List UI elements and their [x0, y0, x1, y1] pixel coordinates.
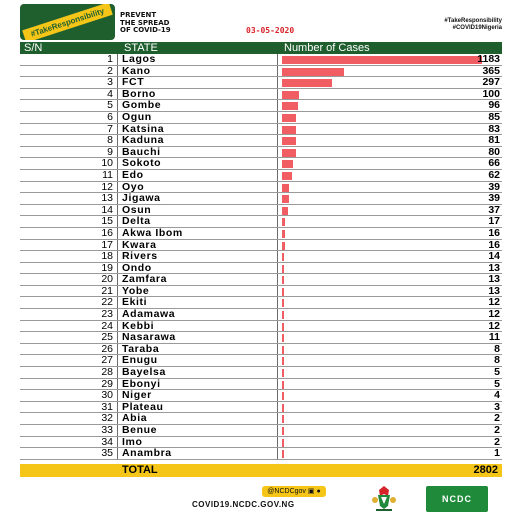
row-serial: 29: [20, 379, 118, 390]
row-serial: 24: [20, 321, 118, 332]
row-cases: [278, 193, 502, 204]
case-value-label: 66: [488, 157, 500, 170]
case-bar: [282, 311, 284, 319]
row-state: Anambra: [118, 448, 278, 459]
case-bar: [282, 218, 285, 226]
table-row: [20, 66, 502, 78]
row-state: Nasarawa: [118, 332, 278, 343]
row-serial: 2: [20, 66, 118, 77]
row-serial: 27: [20, 355, 118, 366]
row-serial: 11: [20, 170, 118, 181]
table-row: [20, 170, 502, 182]
case-value-label: 297: [482, 76, 500, 89]
row-cases: [278, 112, 502, 123]
row-state: FCT: [118, 77, 278, 88]
slogan: PREVENT THE SPREAD OF COVID-19: [120, 11, 171, 34]
case-value-label: 365: [482, 64, 500, 77]
row-serial: 34: [20, 437, 118, 448]
table-row: [20, 77, 502, 89]
table-row: [20, 425, 502, 437]
table-row: [20, 332, 502, 344]
table-row: [20, 263, 502, 275]
case-value-label: 2: [494, 435, 500, 448]
row-cases: [278, 286, 502, 297]
case-value-label: 80: [488, 145, 500, 158]
ncdc-logo: NCDC: [426, 486, 488, 512]
row-cases: [278, 413, 502, 424]
hashtag-1: #TakeResponsibility: [444, 18, 502, 24]
header: [20, 4, 502, 40]
report-date: 03-05-2020: [246, 26, 295, 35]
case-value-label: 16: [488, 226, 500, 239]
table-row: [20, 367, 502, 379]
row-serial: 15: [20, 216, 118, 227]
hashtag-2: #COVID19Nigeria: [452, 25, 502, 31]
case-value-label: 3: [494, 400, 500, 413]
case-bar: [282, 230, 285, 238]
total-row: [20, 464, 502, 477]
row-cases: [278, 332, 502, 343]
cases-table-body: [20, 54, 502, 460]
row-state: Jigawa: [118, 193, 278, 204]
table-row: [20, 100, 502, 112]
case-value-label: 13: [488, 273, 500, 286]
case-value-label: 81: [488, 134, 500, 147]
row-serial: 22: [20, 297, 118, 308]
case-bar: [282, 126, 296, 134]
twitter-icon: ●: [316, 488, 321, 495]
table-row: [20, 402, 502, 414]
facebook-icon: ▣: [307, 488, 315, 495]
row-serial: 5: [20, 100, 118, 111]
table-row: [20, 297, 502, 309]
case-value-label: 5: [494, 377, 500, 390]
table-row: [20, 274, 502, 286]
case-value-label: 100: [482, 87, 500, 100]
row-cases: [278, 437, 502, 448]
column-header-cases: Number of Cases: [284, 42, 370, 54]
case-value-label: 8: [494, 342, 500, 355]
row-cases: [278, 448, 502, 459]
row-state: Katsina: [118, 124, 278, 135]
row-serial: 20: [20, 274, 118, 285]
row-state: Gombe: [118, 100, 278, 111]
case-bar: [282, 299, 284, 307]
row-serial: 23: [20, 309, 118, 320]
table-row: [20, 182, 502, 194]
case-value-label: 14: [488, 250, 500, 263]
row-state: Kebbi: [118, 321, 278, 332]
total-value: 2802: [473, 464, 498, 476]
case-bar: [282, 357, 284, 365]
row-cases: [278, 402, 502, 413]
row-cases: [278, 216, 502, 227]
row-cases: [278, 309, 502, 320]
row-cases: [278, 240, 502, 251]
case-bar: [282, 102, 298, 110]
row-state: Ondo: [118, 263, 278, 274]
table-row: [20, 124, 502, 136]
case-value-label: 12: [488, 308, 500, 321]
table-row: [20, 321, 502, 333]
case-value-label: 2: [494, 424, 500, 436]
table-row: [20, 390, 502, 402]
row-state: Ekiti: [118, 297, 278, 308]
take-responsibility-logo: [20, 4, 115, 40]
row-serial: 1: [20, 54, 118, 65]
case-bar: [282, 56, 482, 64]
row-cases: [278, 263, 502, 274]
row-cases: [278, 251, 502, 262]
logo-text: #TakeResponsibility: [22, 4, 113, 40]
case-bar: [282, 323, 284, 331]
case-value-label: 1183: [477, 53, 500, 65]
case-bar: [282, 346, 284, 354]
row-cases: [278, 124, 502, 135]
table-row: [20, 240, 502, 252]
row-cases: [278, 367, 502, 378]
row-serial: 25: [20, 332, 118, 343]
row-state: Taraba: [118, 344, 278, 355]
hashtags: [444, 18, 502, 32]
case-value-label: 8: [494, 354, 500, 367]
case-bar: [282, 184, 289, 192]
row-state: Sokoto: [118, 158, 278, 169]
case-value-label: 62: [488, 168, 500, 181]
row-cases: [278, 147, 502, 158]
row-serial: 19: [20, 263, 118, 274]
table-header: [20, 42, 502, 54]
row-cases: [278, 170, 502, 181]
case-bar: [282, 450, 284, 458]
case-value-label: 16: [488, 238, 500, 251]
row-state: Akwa Ibom: [118, 228, 278, 239]
nigeria-coat-of-arms-icon: [370, 484, 398, 512]
table-row: [20, 448, 502, 460]
row-cases: [278, 228, 502, 239]
table-row: [20, 89, 502, 101]
row-state: Kano: [118, 66, 278, 77]
case-bar: [282, 369, 284, 377]
case-value-label: 85: [488, 110, 500, 123]
table-row: [20, 413, 502, 425]
row-state: Enugu: [118, 355, 278, 366]
column-header-sn: S/N: [24, 42, 43, 54]
row-state: Borno: [118, 89, 278, 100]
row-cases: [278, 66, 502, 77]
row-cases: [278, 158, 502, 169]
row-state: Rivers: [118, 251, 278, 262]
case-bar: [282, 253, 284, 261]
row-state: Edo: [118, 170, 278, 181]
row-serial: 26: [20, 344, 118, 355]
row-serial: 31: [20, 402, 118, 413]
row-state: Zamfara: [118, 274, 278, 285]
table-row: [20, 205, 502, 217]
row-state: Ebonyi: [118, 379, 278, 390]
case-bar: [282, 149, 296, 157]
case-value-label: 12: [488, 296, 500, 309]
case-value-label: 4: [494, 389, 500, 402]
row-cases: [278, 425, 502, 436]
case-bar: [282, 415, 284, 423]
case-value-label: 2: [494, 412, 500, 425]
row-serial: 32: [20, 413, 118, 424]
row-cases: [278, 274, 502, 285]
website-link[interactable]: COVID19.NCDC.GOV.NG: [192, 500, 295, 509]
case-value-label: 1: [494, 447, 500, 460]
row-serial: 4: [20, 89, 118, 100]
case-bar: [282, 207, 288, 215]
row-state: Adamawa: [118, 309, 278, 320]
row-cases: [278, 77, 502, 88]
table-row: [20, 147, 502, 159]
table-row: [20, 54, 502, 66]
row-cases: [278, 182, 502, 193]
row-state: Oyo: [118, 182, 278, 193]
row-cases: [278, 100, 502, 111]
row-cases: [278, 379, 502, 390]
row-serial: 30: [20, 390, 118, 401]
row-cases: [278, 205, 502, 216]
column-header-state: STATE: [124, 42, 158, 54]
row-state: Niger: [118, 390, 278, 401]
row-state: Yobe: [118, 286, 278, 297]
row-serial: 9: [20, 147, 118, 158]
row-serial: 10: [20, 158, 118, 169]
row-state: Kaduna: [118, 135, 278, 146]
table-row: [20, 355, 502, 367]
case-bar: [282, 195, 289, 203]
case-value-label: 5: [494, 366, 500, 379]
row-state: Abia: [118, 413, 278, 424]
case-value-label: 83: [488, 122, 500, 135]
case-bar: [282, 276, 284, 284]
row-state: Lagos: [118, 54, 278, 65]
case-bar: [282, 114, 296, 122]
row-cases: [278, 297, 502, 308]
row-serial: 7: [20, 124, 118, 135]
table-row: [20, 216, 502, 228]
social-handle[interactable]: [262, 486, 326, 497]
table-row: [20, 344, 502, 356]
row-serial: 14: [20, 205, 118, 216]
case-bar: [282, 439, 284, 447]
row-state: Imo: [118, 437, 278, 448]
case-bar: [282, 242, 285, 250]
row-serial: 35: [20, 448, 118, 459]
case-bar: [282, 381, 284, 389]
case-value-label: 12: [488, 319, 500, 332]
case-value-label: 13: [488, 284, 500, 297]
table-row: [20, 437, 502, 449]
case-value-label: 11: [488, 331, 500, 344]
row-serial: 8: [20, 135, 118, 146]
row-serial: 16: [20, 228, 118, 239]
row-serial: 21: [20, 286, 118, 297]
table-row: [20, 135, 502, 147]
table-row: [20, 251, 502, 263]
case-bar: [282, 288, 284, 296]
row-serial: 18: [20, 251, 118, 262]
case-value-label: 37: [488, 203, 500, 216]
row-state: Delta: [118, 216, 278, 227]
row-serial: 12: [20, 182, 118, 193]
row-cases: [278, 344, 502, 355]
case-bar: [282, 137, 296, 145]
table-row: [20, 228, 502, 240]
row-cases: [278, 54, 502, 65]
social-handle-text: @NCDCgov: [267, 488, 306, 495]
case-bar: [282, 172, 292, 180]
case-bar: [282, 79, 332, 87]
row-state: Plateau: [118, 402, 278, 413]
case-bar: [282, 68, 344, 76]
table-row: [20, 193, 502, 205]
row-serial: 6: [20, 112, 118, 123]
row-state: Ogun: [118, 112, 278, 123]
table-row: [20, 112, 502, 124]
total-label: TOTAL: [122, 464, 158, 476]
row-serial: 33: [20, 425, 118, 436]
row-serial: 28: [20, 367, 118, 378]
row-cases: [278, 321, 502, 332]
row-cases: [278, 355, 502, 366]
case-bar: [282, 404, 284, 412]
row-serial: 13: [20, 193, 118, 204]
case-bar: [282, 334, 284, 342]
case-value-label: 17: [488, 215, 500, 228]
table-row: [20, 379, 502, 391]
case-value-label: 13: [488, 261, 500, 274]
footer: [0, 480, 518, 518]
row-state: Osun: [118, 205, 278, 216]
case-value-label: 39: [488, 180, 500, 193]
row-cases: [278, 89, 502, 100]
case-bar: [282, 265, 284, 273]
case-bar: [282, 160, 293, 168]
row-state: Bayelsa: [118, 367, 278, 378]
table-row: [20, 309, 502, 321]
case-value-label: 39: [488, 192, 500, 205]
row-serial: 17: [20, 240, 118, 251]
row-cases: [278, 390, 502, 401]
row-state: Kwara: [118, 240, 278, 251]
table-row: [20, 158, 502, 170]
case-bar: [282, 91, 299, 99]
row-state: Benue: [118, 425, 278, 436]
row-cases: [278, 135, 502, 146]
case-bar: [282, 427, 284, 435]
case-value-label: 96: [488, 99, 500, 112]
table-row: [20, 286, 502, 298]
row-serial: 3: [20, 77, 118, 88]
case-bar: [282, 392, 284, 400]
row-state: Bauchi: [118, 147, 278, 158]
